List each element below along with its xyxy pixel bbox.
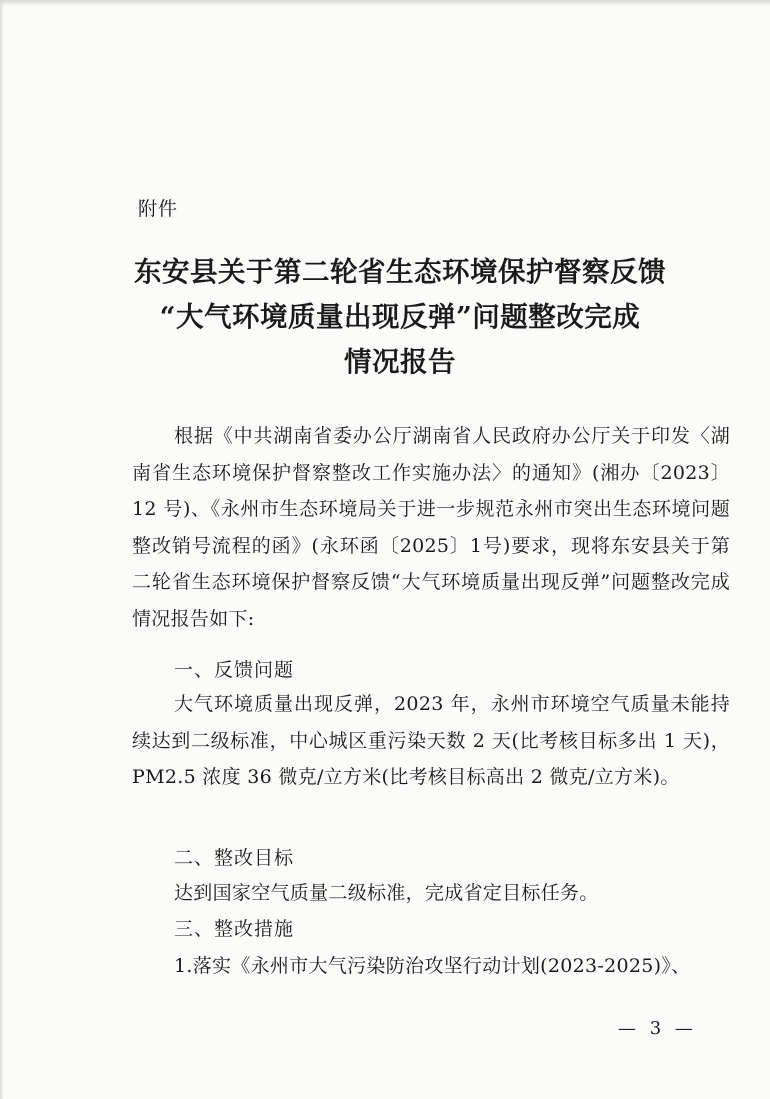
section-heading-rectification-goal: 二、整改目标 xyxy=(174,847,295,869)
document-title xyxy=(100,250,700,385)
attachment-label: 附件 xyxy=(138,198,179,220)
intro-paragraph: 根据《中共湖南省委办公厅湖南省人民政府办公厅关于印发〈湖南省生态环境保护督察整改工作实施办法〉的通知》(湘办〔2023〕12 号)、《永州市生态环境局关于进一步规范永州市突出生态环境问题整改销号流程的函》(永环函〔2025〕1号)要求，现将东安县关于第二轮省生态环境保护督察反馈“大气环境质量出现反弹”问题整改完成情况报告如下: xyxy=(132,425,730,630)
section-paragraph-rectification-goal: 达到国家空气质量二级标准，完成省定目标任务。 xyxy=(174,882,599,904)
section-heading-feedback-issue: 一、反馈问题 xyxy=(174,659,295,681)
title-line-3: 情况报告 xyxy=(344,346,456,378)
section-paragraph-feedback-issue: 大气环境质量出现反弹，2023 年，永州市环境空气质量未能持续达到二级标准，中心城区重污染天数 2 天(比考核目标多出 1 天)，PM2.5 浓度 36 微克/立方米(比考核目标高出 2 微克/立方米)。 xyxy=(132,693,730,788)
section-heading-rectification-measures: 三、整改措施 xyxy=(174,918,295,940)
title-line-2: “大气环境质量出现反弹”问题整改完成 xyxy=(159,301,641,333)
scan-edge-top xyxy=(0,0,770,6)
section-paragraph-rectification-measures: 1.落实《永州市大气污染防治攻坚行动计划(2023-2025)》、 xyxy=(174,955,691,977)
title-line-1: 东安县关于第二轮省生态环境保护督察反馈 xyxy=(134,256,666,288)
page-number: — 3 — xyxy=(618,1018,697,1039)
scan-edge-left xyxy=(0,0,4,1099)
